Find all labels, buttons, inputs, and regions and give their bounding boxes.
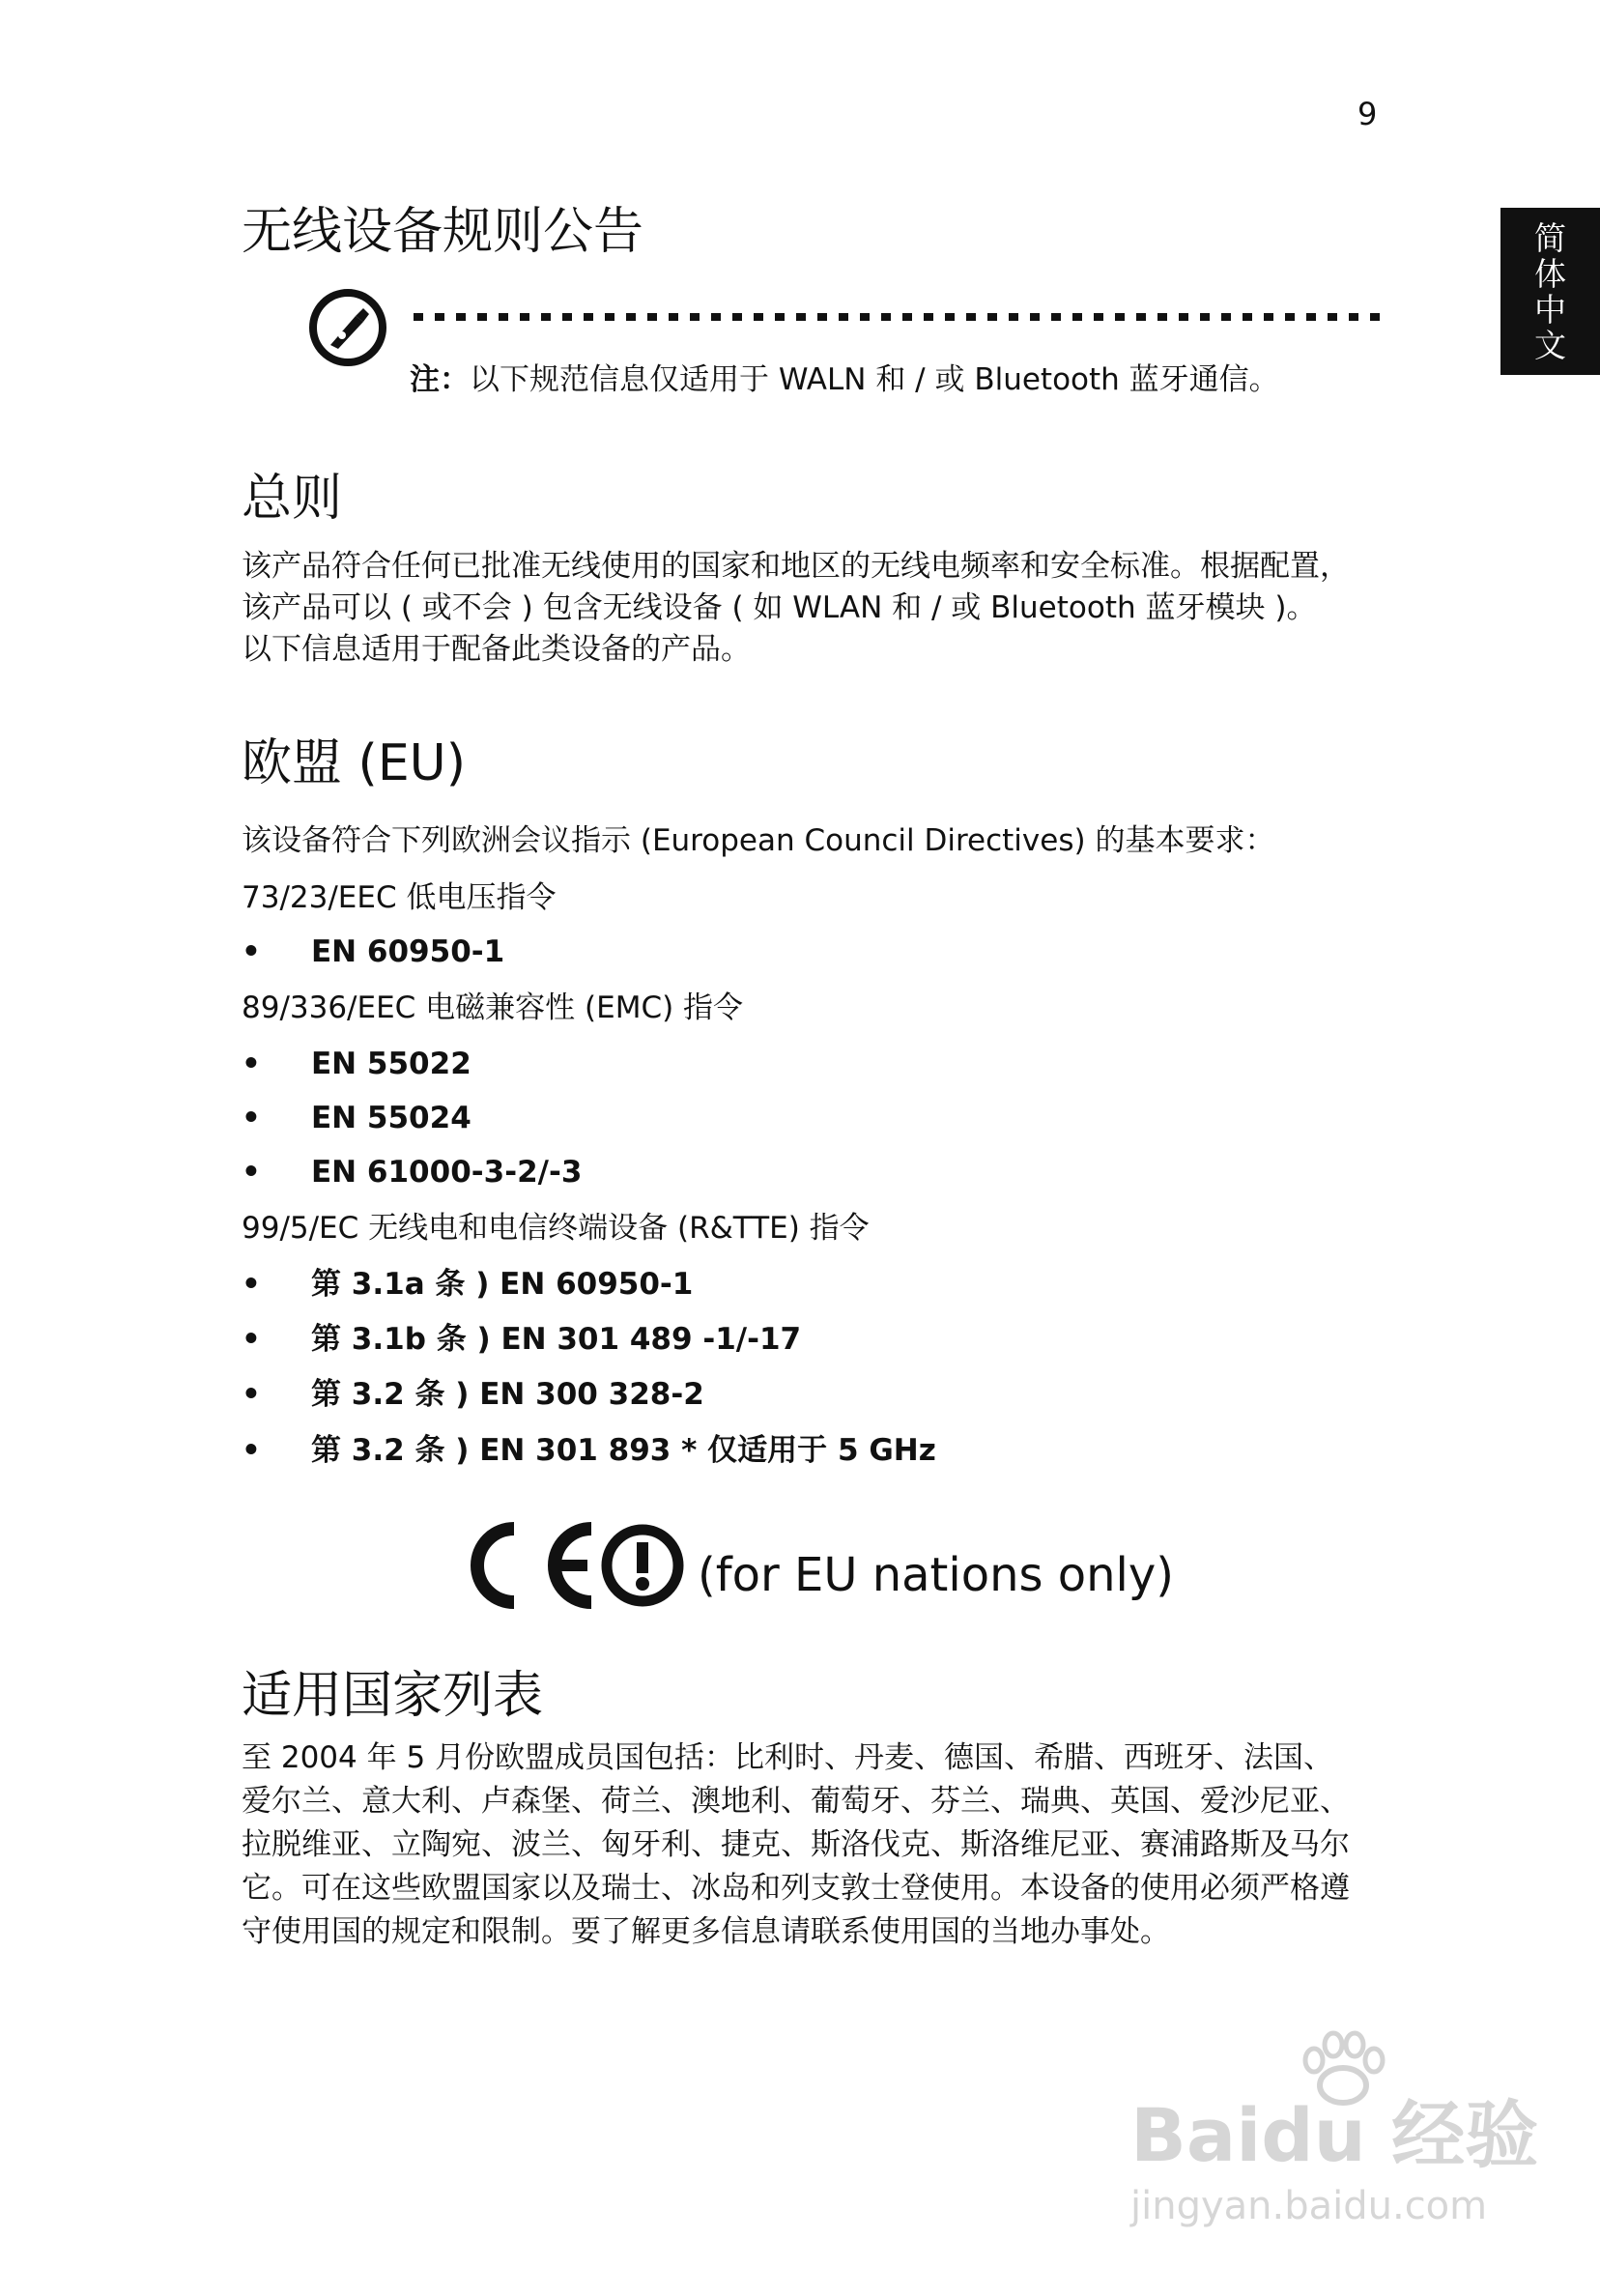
language-tab-char: 中 xyxy=(1534,290,1566,329)
paragraph-line: 拉脱维亚、立陶宛、波兰、匈牙利、捷克、斯洛伐克、斯洛维尼亚、赛浦路斯及马尔 xyxy=(242,1827,1350,1862)
eu-intro: 该设备符合下列欧洲会议指示 (European Council Directives) 的基本要求： xyxy=(242,823,1275,858)
language-tab-char: 文 xyxy=(1534,326,1566,364)
section-heading-eu: 欧盟 (EU) xyxy=(242,734,467,792)
note-pen-icon xyxy=(307,287,388,368)
paragraph-line: 它。可在这些欧盟国家以及瑞士、冰岛和列支敦士登使用。本设备的使用必须严格遵 xyxy=(242,1871,1350,1906)
note-text xyxy=(410,359,1279,400)
section-heading-countries: 适用国家列表 xyxy=(242,1667,544,1725)
section-heading-general: 总则 xyxy=(242,470,343,528)
language-tab-char: 体 xyxy=(1534,254,1566,293)
bullet-mark: • xyxy=(242,1047,261,1081)
ce-mark-caption: (for EU nations only) xyxy=(698,1548,1175,1602)
directive-line: 89/336/EEC 电磁兼容性 (EMC) 指令 xyxy=(242,990,744,1025)
directive-line: 99/5/EC 无线电和电信终端设备 (R&TTE) 指令 xyxy=(242,1211,870,1246)
language-tab xyxy=(1500,208,1600,375)
note-label: 注： xyxy=(410,362,470,397)
paragraph-line: 以下信息适用于配备此类设备的产品。 xyxy=(242,632,751,667)
note-divider xyxy=(414,313,1386,321)
paragraph-line: 爱尔兰、意大利、卢森堡、荷兰、澳地利、葡萄牙、芬兰、瑞典、英国、爱沙尼亚、 xyxy=(242,1784,1350,1819)
paragraph-line: 该产品符合任何已批准无线使用的国家和地区的无线电频率和安全标准。根据配置， xyxy=(242,549,1350,584)
bullet-mark: • xyxy=(242,1322,261,1357)
paragraph-line: 至 2004 年 5 月份欧盟成员国包括：比利时、丹麦、德国、希腊、西班牙、法国、 xyxy=(242,1740,1334,1775)
language-tab-char: 简 xyxy=(1534,218,1566,257)
note-body: 以下规范信息仅适用于 WALN 和 / 或 Bluetooth 蓝牙通信。 xyxy=(470,362,1279,397)
bullet-mark: • xyxy=(242,1433,261,1468)
page-title: 无线设备规则公告 xyxy=(242,203,644,261)
directive-line: 73/23/EEC 低电压指令 xyxy=(242,880,557,915)
page-number: 9 xyxy=(1357,96,1378,132)
watermark-sub: jingyan.baidu.com xyxy=(1130,2184,1488,2228)
bullet-mark: • xyxy=(242,1155,261,1190)
bullet-mark: • xyxy=(242,934,261,969)
ce-mark-icon xyxy=(456,1517,688,1614)
paragraph-line: 该产品可以 ( 或不会 ) 包含无线设备 ( 如 WLAN 和 / 或 Bluetooth 蓝牙模块 )。 xyxy=(242,590,1317,625)
bullet-mark: • xyxy=(242,1377,261,1412)
bullet-mark: • xyxy=(242,1101,261,1135)
paragraph-line: 守使用国的规定和限制。要了解更多信息请联系使用国的当地办事处。 xyxy=(242,1914,1170,1949)
watermark-main: Baidu 经验 xyxy=(1130,2092,1539,2178)
bullet-mark: • xyxy=(242,1267,261,1302)
